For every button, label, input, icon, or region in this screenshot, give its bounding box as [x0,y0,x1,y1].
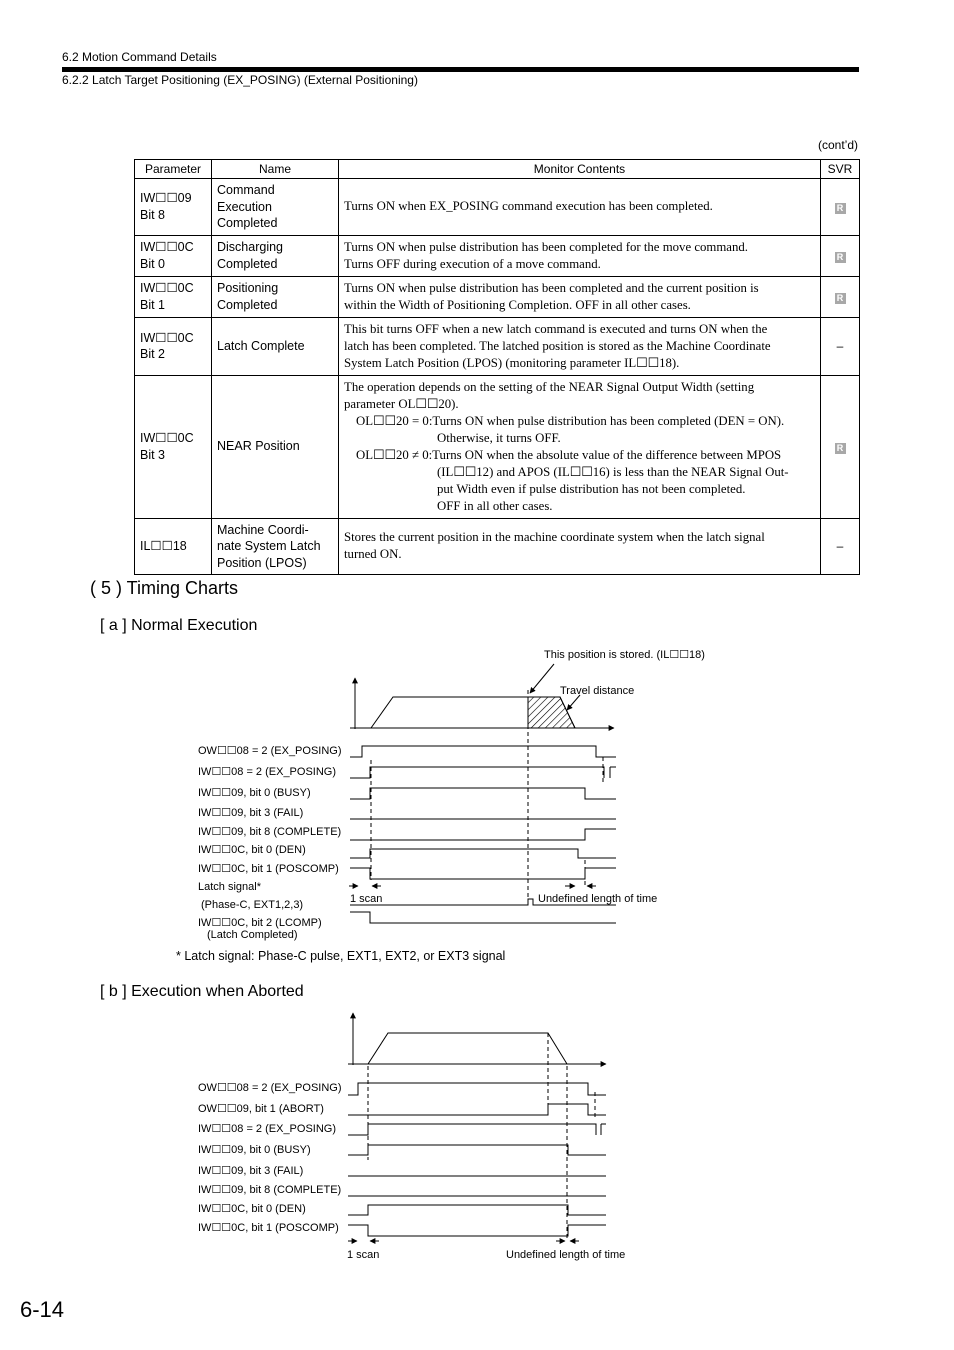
signal-label: IW☐☐0C, bit 2 (LCOMP) [198,917,322,929]
contd-label: (cont’d) [817,138,858,152]
signal-label: IW☐☐09, bit 8 (COMPLETE) [198,826,342,838]
annotation-scan: 1 scan [350,893,383,905]
param-cell: IW☐☐0C Bit 3 [135,375,212,518]
name-cell: Discharging Completed [212,235,339,276]
signal-label: (Phase-C, EXT1,2,3) [201,899,304,911]
signal-label: IW☐☐0C, bit 0 (DEN) [198,1203,306,1215]
column-header: SVR [821,160,860,179]
signal-label: IW☐☐09, bit 0 (BUSY) [198,787,311,799]
signal-label: IW☐☐0C, bit 1 (POSCOMP) [198,1222,339,1234]
name-cell: Latch Complete [212,317,339,375]
signal-label: IW☐☐09, bit 8 (COMPLETE) [198,1184,342,1196]
section-heading-timing-charts: ( 5 ) Timing Charts [90,578,239,598]
name-cell: Command Execution Completed [212,179,339,236]
svr-cell: – [821,518,860,575]
annotation-stored: This position is stored. (IL☐☐18) [544,649,705,661]
signal-label: IW☐☐0C, bit 0 (DEN) [198,844,306,856]
name-cell: Machine Coordi- nate System Latch Position (LPOS) [212,518,339,575]
pointer-arrow-icon [567,695,580,710]
param-cell: IW☐☐0C Bit 2 [135,317,212,375]
signal-label: Latch signal* [198,881,261,893]
param-cell: IW☐☐0C Bit 0 [135,235,212,276]
annotation-travel: Travel distance [560,685,635,697]
signal-label: IW☐☐08 = 2 (EX_POSING) [198,1123,337,1135]
subsection-header: 6.2.2 Latch Target Positioning (EX_POSING) (External Positioning) [62,73,418,87]
footnote: * Latch signal: Phase-C pulse, EXT1, EXT2, or EXT3 signal [176,949,506,963]
travel-distance-hatch [528,697,575,728]
column-header: Parameter [135,160,212,179]
signal-label: IW☐☐09, bit 0 (BUSY) [198,1144,311,1156]
annotation-scan: 1 scan [347,1249,380,1261]
signal-label: OW☐☐09, bit 1 (ABORT) [198,1103,324,1115]
section-header: 6.2 Motion Command Details [62,50,217,64]
svr-cell: – [821,317,860,375]
signal-label: (Latch Completed) [207,929,298,941]
signal-label: IW☐☐0C, bit 1 (POSCOMP) [198,863,339,875]
page-number: 6-14 [20,1297,65,1322]
monitor-cell: Turns ON when pulse distribution has been completed and the current position is within the Width of Positioning Completion. OFF in all other cases. [339,276,821,317]
param-cell: IL☐☐18 [135,518,212,575]
column-header: Monitor Contents [339,160,821,179]
r-badge: R [835,252,846,263]
name-cell: Positioning Completed [212,276,339,317]
chart-b-speed-profile [348,1013,606,1065]
r-badge: R [835,203,846,214]
chart-b-signal-labels [198,1082,342,1234]
chart-a-signal-labels [198,745,342,941]
annotation-undefined: Undefined length of time [538,893,658,905]
signal-label: IW☐☐09, bit 3 (FAIL) [198,807,304,819]
annotation-undefined: Undefined length of time [506,1249,626,1261]
param-cell: IW☐☐0C Bit 1 [135,276,212,317]
signal-label: IW☐☐08 = 2 (EX_POSING) [198,766,337,778]
monitor-cell: Turns ON when EX_POSING command execution has been completed. [339,179,821,236]
subheading-normal-execution: [ a ] Normal Execution [100,617,258,634]
column-header: Name [212,160,339,179]
signal-label: OW☐☐08 = 2 (EX_POSING) [198,745,342,757]
signal-label: IW☐☐09, bit 3 (FAIL) [198,1165,304,1177]
pointer-arrow-icon [530,664,554,693]
subheading-execution-aborted: [ b ] Execution when Aborted [100,983,304,1000]
r-badge: R [835,293,846,304]
param-cell: IW☐☐09 Bit 8 [135,179,212,236]
monitor-cell: Stores the current position in the machine coordinate system when the latch signal turned ON. [339,518,821,575]
monitor-cell: This bit turns OFF when a new latch command is executed and turns ON when the latch has been completed. The latched position is stored as the Machine Coordinate System Latch Position (LPOS) (monitoring parameter IL☐☐18). [339,317,821,375]
monitor-cell: Turns ON when pulse distribution has been completed for the move command. Turns OFF during execution of a move command. [339,235,821,276]
monitor-cell: The operation depends on the setting of the NEAR Signal Output Width (setting parameter OL☐☐20). OL☐☐20 = 0:Turns ON when pulse distribution has been completed (DEN = ON). Otherwise, it turns OFF. OL☐☐20 ≠ 0:Turns ON when the absolute value of the difference between MPOS (IL☐☐12) and APOS (IL☐☐16) is less than the NEAR Signal Out- put Width even if pulse distribution has not been completed. OFF in all other cases. [339,375,821,518]
r-badge: R [835,443,846,454]
signal-label: OW☐☐08 = 2 (EX_POSING) [198,1082,342,1094]
name-cell: NEAR Position [212,375,339,518]
